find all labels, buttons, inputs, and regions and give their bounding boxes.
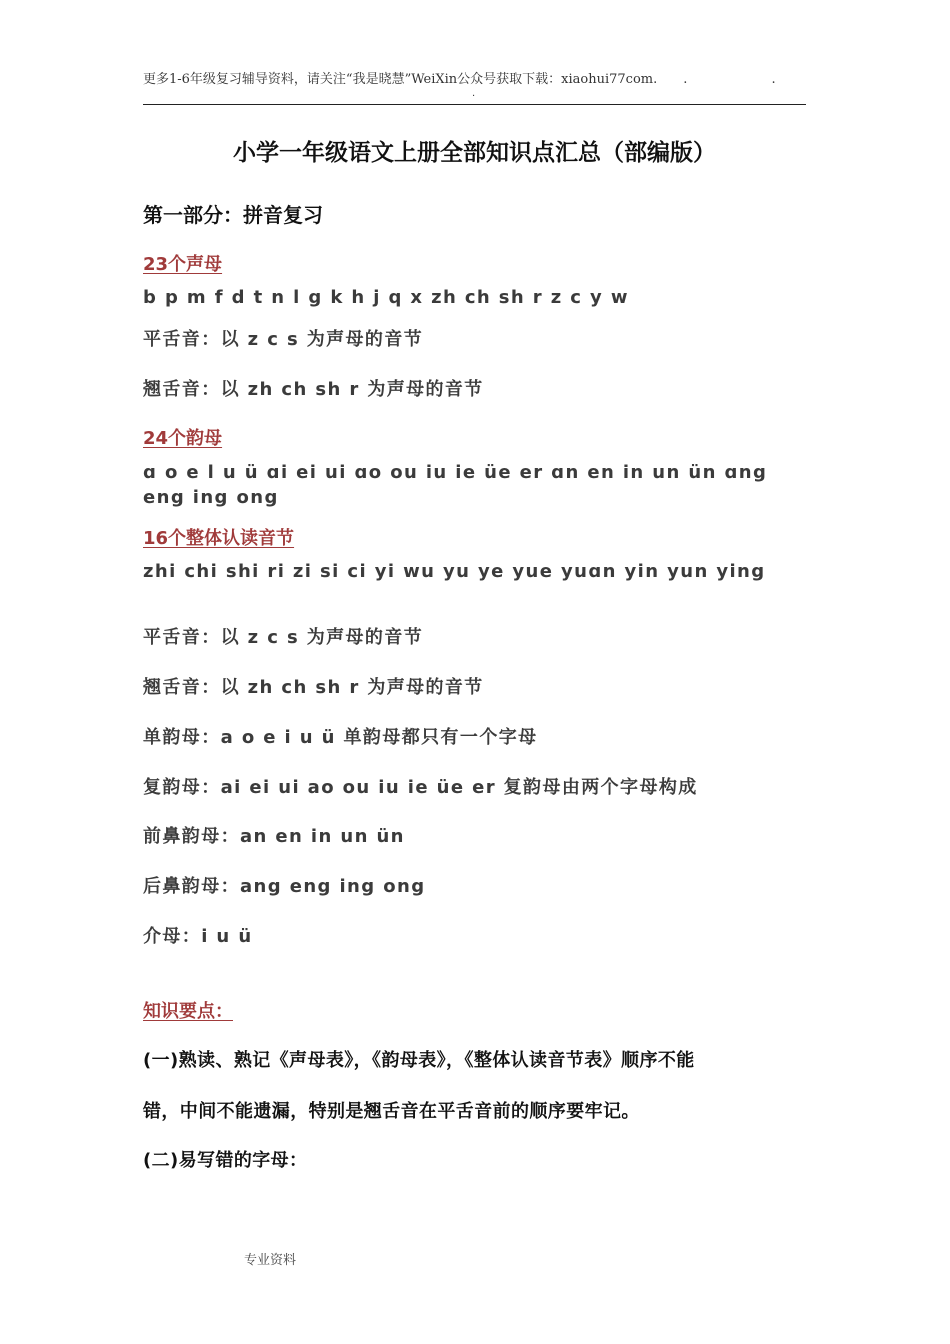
header-dot: . (472, 88, 476, 99)
flat-tongue-line-2: 平舌音：以 z c s 为声母的音节 (143, 627, 424, 648)
key-point-2: (二)易写错的字母： (143, 1150, 308, 1171)
flat-tongue-line: 平舌音：以 z c s 为声母的音节 (143, 329, 424, 350)
finals-heading: 24个韵母 (143, 428, 223, 449)
key-points-heading: 知识要点： (143, 1001, 233, 1022)
document-title: 小学一年级语文上册全部知识点汇总（部编版） (233, 140, 716, 166)
header-dots: . . (683, 72, 816, 87)
initials-heading: 23个声母 (143, 254, 223, 275)
whole-syllables-heading: 16个整体认读音节 (143, 528, 295, 549)
header-note-text: 更多1-6年级复习辅导资料，请关注“我是晓慧”WeiXin公众号获取下载：xiaohui77com. (143, 72, 658, 87)
part-title: 第一部分：拼音复习 (143, 203, 323, 227)
single-finals-line: 单韵母：a o e i u ü 单韵母都只有一个字母 (143, 727, 538, 748)
retroflex-line: 翘舌音：以 zh ch sh r 为声母的音节 (143, 379, 484, 400)
key-point-1-line-2: 错，中间不能遗漏，特别是翘舌音在平舌音前的顺序要牢记。 (143, 1101, 640, 1122)
header-rule (143, 104, 806, 105)
finals-list: ɑ o e l u ü ɑi ei ui ɑo ou iu ie üe er ɑn en in un ün ɑng eng ing ong (143, 462, 768, 508)
footer-label: 专业资料 (244, 1253, 297, 1268)
retroflex-line-2: 翘舌音：以 zh ch sh r 为声母的音节 (143, 677, 484, 698)
compound-finals-line: 复韵母：ai ei ui ao ou iu ie üe er 复韵母由两个字母构成 (143, 777, 698, 798)
medial-line: 介母：i u ü (143, 926, 253, 947)
key-point-1-line-1: (一)熟读、熟记《声母表》，《韵母表》，《整体认读音节表》顺序不能 (143, 1050, 695, 1071)
header-note (143, 68, 816, 87)
initials-list: b p m f d t n l g k h j q x zh ch sh r z c y w (143, 287, 629, 308)
front-nasal-line: 前鼻韵母：an en in un ün (143, 826, 405, 847)
whole-syllables-list: zhi chi shi ri zi si ci yi wu yu ye yue yuɑn yin yun ying (143, 561, 766, 582)
back-nasal-line: 后鼻韵母：ang eng ing ong (143, 876, 426, 897)
